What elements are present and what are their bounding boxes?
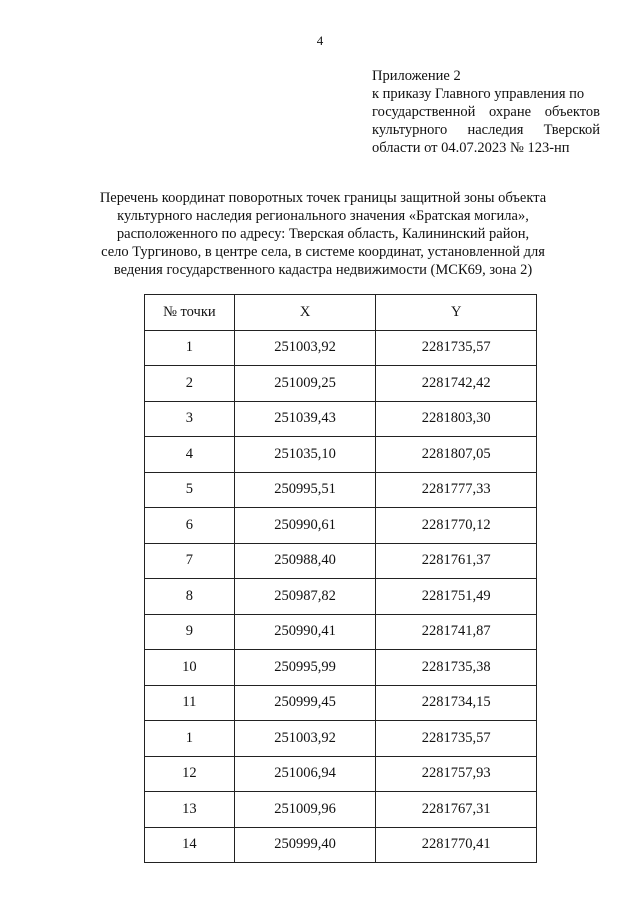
- cell-point: 12: [145, 756, 235, 792]
- cell-x: 250999,45: [234, 685, 376, 721]
- cell-y: 2281757,93: [376, 756, 537, 792]
- cell-y: 2281761,37: [376, 543, 537, 579]
- document-title: [90, 189, 556, 279]
- cell-x: 250995,99: [234, 650, 376, 686]
- header-y: Y: [376, 295, 537, 331]
- cell-point: 3: [145, 401, 235, 437]
- cell-y: 2281777,33: [376, 472, 537, 508]
- table-row: [145, 330, 537, 366]
- cell-x: 250990,41: [234, 614, 376, 650]
- cell-y: 2281742,42: [376, 366, 537, 402]
- table-row: [145, 756, 537, 792]
- cell-point: 10: [145, 650, 235, 686]
- cell-x: 250988,40: [234, 543, 376, 579]
- cell-x: 251009,96: [234, 792, 376, 828]
- appendix-block: [372, 67, 600, 157]
- cell-y: 2281735,57: [376, 721, 537, 757]
- table-row: [145, 366, 537, 402]
- title-line: Перечень координат поворотных точек границы защитной зоны объекта: [99, 190, 547, 206]
- table-row: [145, 685, 537, 721]
- table-row: [145, 579, 537, 615]
- page-number: 4: [316, 33, 324, 48]
- cell-point: 9: [145, 614, 235, 650]
- cell-x: 251003,92: [234, 330, 376, 366]
- table-row: [145, 827, 537, 863]
- appendix-line: Приложение 2: [372, 68, 461, 84]
- cell-point: 4: [145, 437, 235, 473]
- cell-point: 5: [145, 472, 235, 508]
- cell-x: 250987,82: [234, 579, 376, 615]
- title-line: культурного наследия регионального значения «Братская могила»,: [117, 208, 529, 224]
- table-row: [145, 650, 537, 686]
- header-x: X: [234, 295, 376, 331]
- appendix-line: к приказу Главного управления по: [372, 86, 585, 102]
- cell-x: 250999,40: [234, 827, 376, 863]
- cell-y: 2281734,15: [376, 685, 537, 721]
- table-row: [145, 792, 537, 828]
- coordinates-table: [144, 294, 537, 863]
- table-row: [145, 472, 537, 508]
- appendix-line: области от 04.07.2023 № 123-нп: [372, 140, 570, 156]
- cell-point: 8: [145, 579, 235, 615]
- cell-y: 2281751,49: [376, 579, 537, 615]
- cell-y: 2281767,31: [376, 792, 537, 828]
- title-line: село Тургиново, в центре села, в системе координат, установленной для: [101, 244, 545, 260]
- cell-x: 251006,94: [234, 756, 376, 792]
- title-line: расположенного по адресу: Тверская область, Калининский район,: [116, 226, 530, 242]
- cell-y: 2281803,30: [376, 401, 537, 437]
- cell-x: 251035,10: [234, 437, 376, 473]
- table-row: [145, 721, 537, 757]
- cell-x: 251009,25: [234, 366, 376, 402]
- cell-point: 7: [145, 543, 235, 579]
- cell-point: 2: [145, 366, 235, 402]
- appendix-line: культурного наследия Тверской: [372, 122, 600, 138]
- cell-x: 250995,51: [234, 472, 376, 508]
- header-point-number: № точки: [145, 295, 235, 331]
- cell-y: 2281735,57: [376, 330, 537, 366]
- cell-y: 2281741,87: [376, 614, 537, 650]
- cell-point: 14: [145, 827, 235, 863]
- cell-y: 2281735,38: [376, 650, 537, 686]
- table-row: [145, 543, 537, 579]
- cell-point: 11: [145, 685, 235, 721]
- cell-point: 13: [145, 792, 235, 828]
- cell-y: 2281770,12: [376, 508, 537, 544]
- table-row: [145, 614, 537, 650]
- cell-point: 1: [145, 721, 235, 757]
- table-row: [145, 437, 537, 473]
- appendix-line: государственной охране объектов: [372, 104, 600, 120]
- cell-y: 2281807,05: [376, 437, 537, 473]
- table-row: [145, 508, 537, 544]
- cell-x: 251039,43: [234, 401, 376, 437]
- table-header-row: [145, 295, 537, 331]
- title-line: ведения государственного кадастра недвижимости (МСК69, зона 2): [113, 262, 533, 278]
- table-row: [145, 401, 537, 437]
- cell-point: 6: [145, 508, 235, 544]
- cell-point: 1: [145, 330, 235, 366]
- cell-y: 2281770,41: [376, 827, 537, 863]
- cell-x: 251003,92: [234, 721, 376, 757]
- cell-x: 250990,61: [234, 508, 376, 544]
